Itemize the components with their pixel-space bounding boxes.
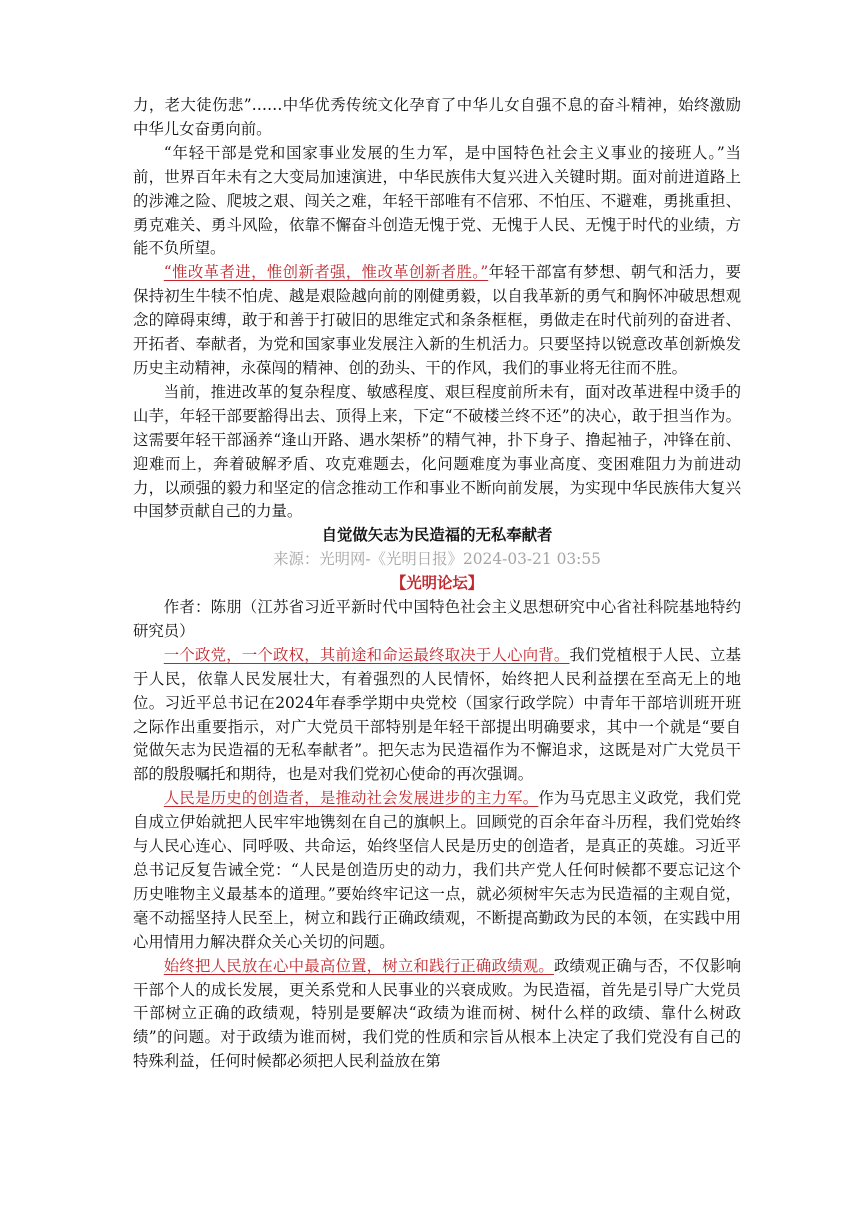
- paragraph-responsibility: 当前，推进改革的复杂程度、敏感程度、艰巨程度前所未有，面对改革进程中烫手的山芋，年轻干部要豁得出去、顶得上来，下定“不破楼兰终不还”的决心，敢于担当作为。这需要年轻干部涵养“逢山开路、遇水架桥”的精气神，扑下身子、撸起袖子，冲锋在前、迎难而上，奔着破解矛盾、攻克难题去，化问题难度为事业高度、变困难阻力为前进动力，以顽强的毅力和坚定的信念推动工作和事业不断向前发展，为实现中华民族伟大复兴中国梦贡献自己的力量。: [133, 382, 741, 521]
- article-source: 来源：光明网-《光明日报》2024-03-21 03:55: [273, 550, 601, 569]
- paragraph-performance-view: [133, 955, 741, 1075]
- paragraph-people-creators: [133, 787, 741, 954]
- highlight-performance-view: 始终把人民放在心中最高位置，树立和践行正确政绩观。: [163, 956, 554, 975]
- paragraph-people-creators-text: 作为马克思主义政党，我们党自成立伊始就把人民牢牢地镌刻在自己的旗帜上。回顾党的百余年奋斗历程，我们党始终与人民心连心、同呼吸、共命运，始终坚信人民是历史的创造者，是真正的英雄。习近平总书记反复告诫全党：“人民是创造历史的动力，我们共产党人任何时候都不要忘记这个历史唯物主义最基本的道理。”要始终牢记这一点，就必须树牢矢志为民造福的主观自觉，毫不动摇坚持人民至上，树立和践行正确政绩观，不断提高勤政为民的本领，在实践中用心用情用力解决群众关心关切的问题。: [133, 789, 741, 951]
- paragraph-continuation: 力，老大徒伤悲”……中华优秀传统文化孕育了中华儿女自强不息的奋斗精神，始终激励中华儿女奋勇向前。: [133, 96, 741, 138]
- document-page: [133, 94, 741, 1074]
- article-title: 自觉做矢志为民造福的无私奉献者: [321, 526, 553, 545]
- paragraph-popular-support: [133, 644, 741, 787]
- article-author: 作者：陈朋（江苏省习近平新时代中国特色社会主义思想研究中心省社科院基地特约研究员）: [133, 598, 741, 640]
- paragraph-young-cadres: “年轻干部是党和国家事业发展的生力军，是中国特色社会主义事业的接班人。”当前，世界百年未有之大变局加速演进，中华民族伟大复兴进入关键时期。面对前进道路上的涉滩之险、爬坡之艰、闯关之难，年轻干部唯有不信邪、不怕压、不避难，勇挑重担、勇克难关、勇斗风险，依靠不懈奋斗创造无愧于党、无愧于人民、无愧于时代的业绩，方能不负所望。: [133, 143, 741, 258]
- paragraph-performance-view-text: 政绩观正确与否，不仅影响干部个人的成长发展，更关系党和人民事业的兴衰成败。为民造福，首先是引导广大党员干部树立正确的政绩观，特别是要解决“政绩为谁而树、树什么样的政绩、靠什么树政绩”的问题。对于政绩为谁而树，我们党的性质和宗旨从根本上决定了我们党没有自己的特殊利益，任何时候都必须把人民利益放在第: [133, 956, 741, 1071]
- paragraph-reform-text: 年轻干部富有梦想、朝气和活力，要保持初生牛犊不怕虎、越是艰险越向前的刚健勇毅，以自我革新的勇气和胸怀冲破思想观念的障碍束缚，敢于和善于打破旧的思维定式和条条框框，勇做走在时代前列的奋进者、开拓者、奉献者，为党和国家事业发展注入新的生机活力。只要坚持以锐意改革创新焕发历史主动精神，永葆闯的精神、创的劲头、干的作风，我们的事业将无往而不胜。: [133, 263, 741, 377]
- paragraph-popular-support-text: 我们党植根于人民、立基于人民，依靠人民发展壮大，有着强烈的人民情怀，始终把人民利益摆在至高无上的地位。习近平总书记在2024年春季学期中央党校（国家行政学院）中青年干部培训班开班之际作出重要指示，对广大党员干部特别是年轻干部提出明确要求，其中一个就是“要自觉做矢志为民造福的无私奉献者”。把矢志为民造福作为不懈追求，这既是对广大党员干部的殷殷嘱托和期待，也是对我们党初心使命的再次强调。: [133, 645, 741, 784]
- column-tag: 【光明论坛】: [390, 574, 484, 593]
- highlight-popular-support: 一个政党，一个政权，其前途和命运最终取决于人心向背。: [163, 645, 570, 664]
- paragraph-reform: [133, 261, 741, 381]
- highlight-quote-reform: “惟改革者进，惟创新者强，惟改革创新者胜。”: [163, 263, 489, 282]
- highlight-people-creators: 人民是历史的创造者，是推动社会发展进步的主力军。: [163, 789, 539, 808]
